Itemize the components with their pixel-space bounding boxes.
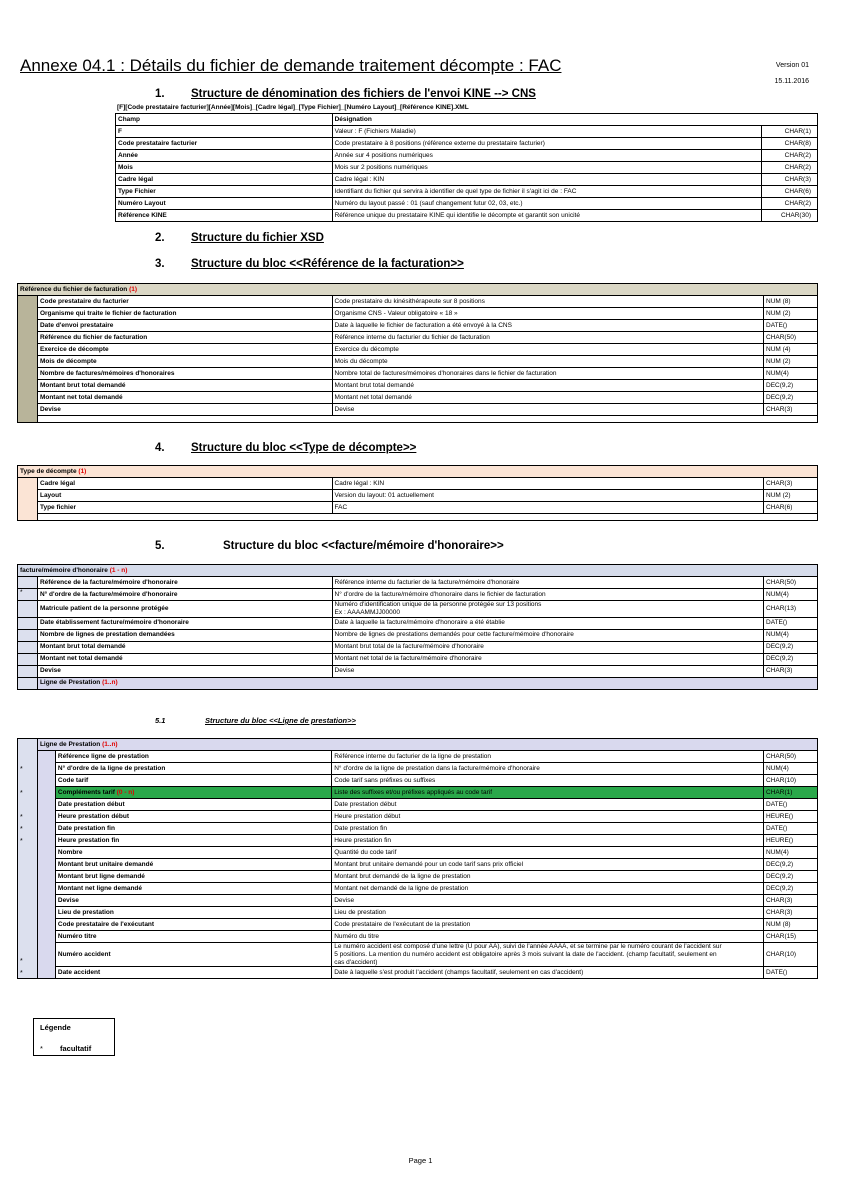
- type-cell: CHAR(3): [764, 665, 818, 677]
- type-cell: NUM(4): [764, 763, 818, 775]
- table-row: [18, 931, 818, 943]
- block-spacer-row: [18, 514, 818, 521]
- field-name-cell: N° d'ordre de la facture/mémoire d'honoraire: [37, 589, 332, 601]
- field-name-cell: Mois de décompte: [37, 356, 332, 368]
- description-cell: Référence interne du facturier du fichier de facturation: [332, 332, 763, 344]
- facture-memoire-block: [17, 564, 818, 690]
- description-cell: Devise: [332, 665, 763, 677]
- description-cell: Nombre de lignes de prestations demandés pour cette facture/mémoire d'honoraire: [332, 629, 763, 641]
- section-label: Structure du bloc <<Ligne de prestation>>: [205, 716, 356, 725]
- filename-pattern: [F][Code prestataire facturier][Année][Mois]_[Cadre légal]_[Type Fichier]_[Numéro Layout]_[Référence KINE].XML: [117, 104, 469, 111]
- description-cell: Organisme CNS - Valeur obligatoire « 18 »: [332, 308, 763, 320]
- table-row: [18, 895, 818, 907]
- section-number: 2.: [155, 232, 165, 244]
- table-row: [18, 967, 818, 979]
- optional-marker: *: [20, 969, 23, 977]
- table-row: [18, 763, 818, 775]
- header-cell: Désignation: [332, 114, 817, 126]
- optional-marker: *: [20, 813, 23, 821]
- block-indent-bar: [18, 677, 38, 689]
- legend-box: [33, 1018, 115, 1056]
- optional-marker: *: [18, 589, 38, 601]
- field-name: Montant net ligne demandé: [57, 884, 143, 892]
- cardinality-label: (1): [78, 467, 87, 475]
- description-line: cas d'accident): [334, 958, 378, 966]
- field-name-cell: [55, 835, 331, 847]
- description-cell: Référence unique du prestataire KINE qui identifie le décompte et garantit son unicité: [332, 210, 761, 222]
- description-cell: FAC: [332, 502, 763, 514]
- reference-facturation-block: [17, 283, 818, 423]
- type-cell: CHAR(15): [764, 931, 818, 943]
- block-indent-bar: [18, 296, 38, 423]
- table-row: [18, 577, 818, 589]
- field-name: Date prestation début: [57, 800, 125, 808]
- field-name-cell: [55, 787, 331, 799]
- field-name: Nombre: [57, 848, 83, 856]
- section-3-heading: [155, 258, 464, 270]
- table-row: [18, 751, 818, 763]
- description-cell: Heure prestation début: [332, 811, 764, 823]
- field-name-cell: Exercice de décompte: [37, 344, 332, 356]
- type-cell: CHAR(8): [762, 138, 818, 150]
- field-name-cell: Référence KINE: [116, 210, 333, 222]
- table-row: [116, 150, 818, 162]
- section-number: 1.: [155, 88, 165, 100]
- type-cell: CHAR(13): [764, 601, 818, 618]
- field-name-cell: [55, 823, 331, 835]
- optional-marker: [18, 617, 38, 629]
- table-row: [18, 859, 818, 871]
- field-name-cell: Code prestataire du facturier: [37, 296, 332, 308]
- type-cell: NUM (4): [764, 344, 818, 356]
- description-line: Le numéro accident est composé d'une lettre (U pour AA), suivi de l'année AAAA, et se termine par le numéro courant de l'accident sur: [334, 943, 722, 950]
- type-cell: NUM (8): [764, 296, 818, 308]
- type-cell: CHAR(50): [764, 751, 818, 763]
- description-cell: Date à laquelle s'est produit l'accident (champs facultatif, seulement en cas d'accident): [332, 967, 764, 979]
- type-cell: CHAR(30): [762, 210, 818, 222]
- type-cell: CHAR(3): [764, 907, 818, 919]
- field-name-cell: Organisme qui traite le fichier de facturation: [37, 308, 332, 320]
- field-name-cell: Nombre de factures/mémoires d'honoraires: [37, 368, 332, 380]
- optional-marker: [18, 641, 38, 653]
- description-cell: Date prestation début: [332, 799, 764, 811]
- field-name-cell: Mois: [116, 162, 333, 174]
- optional-marker: [18, 653, 38, 665]
- block-header-label: facture/mémoire d'honoraire: [20, 566, 110, 574]
- sub-block-row: [18, 677, 818, 689]
- field-name-cell: [55, 751, 331, 763]
- field-name: Date prestation fin: [57, 824, 115, 832]
- table-row: [18, 356, 818, 368]
- type-cell: CHAR(1): [764, 787, 818, 799]
- field-name-cell: [55, 919, 331, 931]
- section-1-heading: [155, 88, 536, 100]
- section-label: Structure du bloc <<facture/mémoire d'honoraire>>: [223, 540, 504, 552]
- field-name-cell: Année: [116, 150, 333, 162]
- type-cell: CHAR(3): [764, 478, 818, 490]
- type-cell: CHAR(10): [764, 943, 818, 967]
- field-name: Code tarif: [57, 776, 89, 784]
- type-cell: DATE(): [764, 967, 818, 979]
- type-cell: DATE(): [764, 617, 818, 629]
- type-cell: NUM(4): [764, 368, 818, 380]
- optional-marker: [18, 629, 38, 641]
- field-name-cell: [55, 799, 331, 811]
- table-row: [18, 404, 818, 416]
- table-header-row: [116, 114, 818, 126]
- field-name-cell: Layout: [37, 490, 332, 502]
- cardinality-label: (1): [129, 285, 138, 293]
- description-cell: Année sur 4 positions numériques: [332, 150, 761, 162]
- type-cell: DEC(9,2): [764, 380, 818, 392]
- table-row: [18, 601, 818, 618]
- legend-title: Légende: [40, 1023, 71, 1032]
- field-name-cell: Code prestataire facturier: [116, 138, 333, 150]
- table-row: [116, 162, 818, 174]
- type-cell: CHAR(2): [762, 198, 818, 210]
- table-row: [18, 490, 818, 502]
- description-line: 5 positions. La mention du numéro accident est obligatoire après 3 mois suivant la date de l'accident. (champ facultatif, seulement en: [334, 950, 717, 958]
- description-cell: Version du layout: 01 actuellement: [332, 490, 763, 502]
- type-cell: NUM(4): [764, 589, 818, 601]
- table-row: [18, 392, 818, 404]
- description-cell: Lieu de prestation: [332, 907, 764, 919]
- field-name-cell: [55, 859, 331, 871]
- field-name-cell: [55, 847, 331, 859]
- document-title: Annexe 04.1 : Détails du fichier de demande traitement décompte : FAC: [20, 56, 562, 75]
- type-cell: DATE(): [764, 823, 818, 835]
- section-5-heading: [155, 540, 504, 552]
- type-cell: DEC(9,2): [764, 883, 818, 895]
- description-cell: Liste des suffixes et/ou préfixes appliqués au code tarif: [332, 787, 764, 799]
- spacer-cell: [37, 514, 817, 521]
- field-name-cell: Nombre de lignes de prestation demandées: [37, 629, 332, 641]
- table-row: [116, 210, 818, 222]
- description-cell: Montant brut total demandé: [332, 380, 763, 392]
- table-row: [18, 835, 818, 847]
- block-indent-bar: [18, 478, 38, 521]
- table-row: [18, 478, 818, 490]
- field-name-cell: [55, 895, 331, 907]
- field-name-cell: Référence du fichier de facturation: [37, 332, 332, 344]
- description-cell: Montant brut demandé de la ligne de prestation: [332, 871, 764, 883]
- description-line: Ex : AAAAMMJJ00000: [334, 608, 400, 616]
- table-row: [18, 344, 818, 356]
- description-cell: Exercice du décompte: [332, 344, 763, 356]
- optional-marker: [18, 577, 38, 589]
- optional-marker: *: [20, 957, 23, 965]
- section-label: Structure du bloc <<Référence de la facturation>>: [191, 258, 464, 270]
- type-cell: NUM (8): [764, 919, 818, 931]
- table-row: [18, 799, 818, 811]
- type-cell: CHAR(10): [764, 775, 818, 787]
- type-cell: CHAR(6): [764, 502, 818, 514]
- legend-label: facultatif: [60, 1044, 92, 1053]
- table-row: [18, 380, 818, 392]
- legend-star: *: [40, 1044, 43, 1053]
- block-header-row: [18, 565, 818, 577]
- table-row: [18, 871, 818, 883]
- optional-marker: [18, 601, 38, 618]
- cardinality-label: (1 - n): [109, 566, 128, 574]
- block-header-cell: [18, 466, 818, 478]
- optional-marker: [18, 665, 38, 677]
- field-name-cell: Cadre légal: [116, 174, 333, 186]
- description-cell: Quantité du code tarif: [332, 847, 764, 859]
- table-row: [116, 174, 818, 186]
- description-cell: N° d'ordre de la ligne de prestation dans la facture/mémoire d'honoraire: [332, 763, 764, 775]
- description-cell: Montant brut unitaire demandé pour un code tarif sans prix officiel: [332, 859, 764, 871]
- type-cell: DEC(9,2): [764, 871, 818, 883]
- field-name: Lieu de prestation: [57, 908, 114, 916]
- spacer-cell: [37, 416, 817, 423]
- section-number: 5.: [155, 540, 165, 552]
- file-naming-table: [115, 113, 818, 222]
- type-cell: CHAR(50): [764, 332, 818, 344]
- section-number: 4.: [155, 442, 165, 454]
- block-header-label: Référence du fichier de facturation: [20, 285, 130, 293]
- header-cell: Champ: [116, 114, 333, 126]
- field-name-cell: Montant brut total demandé: [37, 641, 332, 653]
- type-cell: DEC(9,2): [764, 392, 818, 404]
- field-name-cell: Référence de la facture/mémoire d'honoraire: [37, 577, 332, 589]
- field-name-cell: Date d'envoi prestataire: [37, 320, 332, 332]
- description-cell: Cadre légal : KIN: [332, 174, 761, 186]
- type-cell: DATE(): [764, 799, 818, 811]
- type-cell: DEC(9,2): [764, 653, 818, 665]
- optional-marker: *: [20, 837, 23, 845]
- cardinality-label: (1..n): [102, 740, 118, 748]
- type-cell: NUM (2): [764, 490, 818, 502]
- section-label: Structure du bloc <<Type de décompte>>: [191, 442, 417, 454]
- type-cell: HEURE(): [764, 811, 818, 823]
- inner-indent-bar: [37, 751, 55, 979]
- block-spacer-row: [18, 416, 818, 423]
- description-cell: Référence interne du facturier de la ligne de prestation: [332, 751, 764, 763]
- section-number: 3.: [155, 258, 165, 270]
- section-label: Structure de dénomination des fichiers de l'envoi KINE --> CNS: [191, 88, 536, 100]
- type-cell: NUM(4): [764, 629, 818, 641]
- description-cell: Date à laquelle la facture/mémoire d'honoraire a été établie: [332, 617, 763, 629]
- ligne-prestation-block: [17, 738, 818, 979]
- type-cell: CHAR(3): [764, 895, 818, 907]
- description-cell: Code tarif sans préfixes ou suffixes: [332, 775, 764, 787]
- type-cell: DATE(): [764, 320, 818, 332]
- description-cell: Nombre total de factures/mémoires d'honoraires dans le fichier de facturation: [332, 368, 763, 380]
- description-cell: Montant net demandé de la ligne de prestation: [332, 883, 764, 895]
- description-cell: Montant net total demandé: [332, 392, 763, 404]
- field-name: Montant brut ligne demandé: [57, 872, 145, 880]
- field-name-cell: Devise: [37, 665, 332, 677]
- table-row: [116, 186, 818, 198]
- description-cell: Devise: [332, 895, 764, 907]
- field-name: Compléments tarif: [57, 788, 117, 796]
- description-cell: Référence interne du facturier de la facture/mémoire d'honoraire: [332, 577, 763, 589]
- description-cell: [332, 943, 764, 967]
- table-row: [18, 787, 818, 799]
- optional-marker: *: [20, 789, 23, 797]
- table-row: [18, 617, 818, 629]
- field-name-cell: Numéro Layout: [116, 198, 333, 210]
- block-header-row: [18, 466, 818, 478]
- description-cell: Date prestation fin: [332, 823, 764, 835]
- description-cell: Montant net total de la facture/mémoire d'honoraire: [332, 653, 763, 665]
- field-name: Heure prestation fin: [57, 836, 120, 844]
- description-line: Numéro d'identification unique de la personne protégée sur 13 positions: [334, 601, 542, 608]
- type-cell: DEC(9,2): [764, 641, 818, 653]
- type-cell: CHAR(6): [762, 186, 818, 198]
- field-name-cell: [55, 775, 331, 787]
- section-4-heading: [155, 442, 416, 454]
- type-cell: CHAR(2): [762, 162, 818, 174]
- table-row: [18, 502, 818, 514]
- description-cell: Numéro du titre: [332, 931, 764, 943]
- table-row: [18, 943, 818, 967]
- field-name: Code prestataire de l'exécutant: [57, 920, 155, 928]
- outer-indent-bar: [18, 739, 38, 979]
- optional-marker: *: [20, 765, 23, 773]
- field-name: Devise: [57, 896, 79, 904]
- table-row: [18, 296, 818, 308]
- block-header-label: Ligne de Prestation: [39, 740, 103, 748]
- optional-marker: *: [20, 825, 23, 833]
- table-row: [18, 641, 818, 653]
- table-row: [18, 653, 818, 665]
- field-name-cell: [55, 811, 331, 823]
- table-row: [18, 589, 818, 601]
- block-header-label: Type de décompte: [20, 467, 79, 475]
- description-cell: Cadre légal : KIN: [332, 478, 763, 490]
- description-cell: Heure prestation fin: [332, 835, 764, 847]
- field-name-cell: Matricule patient de la personne protégée: [37, 601, 332, 618]
- table-row: [18, 320, 818, 332]
- field-name-cell: [55, 931, 331, 943]
- table-row: [116, 126, 818, 138]
- table-row: [18, 907, 818, 919]
- description-cell: Code prestataire à 8 positions (référence externe du prestataire facturier): [332, 138, 761, 150]
- field-name: Montant brut unitaire demandé: [57, 860, 154, 868]
- table-row: [18, 919, 818, 931]
- description-cell: Montant brut total de la facture/mémoire d'honoraire: [332, 641, 763, 653]
- field-name-cell: Devise: [37, 404, 332, 416]
- table-row: [18, 332, 818, 344]
- page-number: Page 1: [408, 1156, 433, 1165]
- field-name-cell: Montant net total demandé: [37, 653, 332, 665]
- description-cell: Date à laquelle le fichier de facturation a été envoyé à la CNS: [332, 320, 763, 332]
- table-row: [18, 308, 818, 320]
- table-row: [18, 823, 818, 835]
- table-row: [116, 198, 818, 210]
- type-cell: NUM(4): [764, 847, 818, 859]
- description-cell: Valeur : F (Fichiers Maladie): [332, 126, 761, 138]
- field-name: N° d'ordre de la ligne de prestation: [57, 764, 166, 772]
- description-cell: Identifiant du fichier qui servira à identifier de quel type de fichier il s'agit ici de : FAC: [332, 186, 761, 198]
- field-name-cell: Date accident: [55, 967, 331, 979]
- table-row: [18, 368, 818, 380]
- field-name: Heure prestation début: [57, 812, 130, 820]
- description-cell: Mois du décompte: [332, 356, 763, 368]
- table-row: [18, 847, 818, 859]
- description-cell: Numéro du layout passé : 01 (sauf changement futur 02, 03, etc.): [332, 198, 761, 210]
- version-date: 15.11.2016: [774, 78, 809, 85]
- cardinality-label: (1..n): [102, 679, 118, 687]
- description-cell: [332, 601, 763, 618]
- table-row: [18, 775, 818, 787]
- field-name-cell: Cadre légal: [37, 478, 332, 490]
- version-label: Version 01: [775, 62, 809, 69]
- cardinality-label: (0 - n): [116, 788, 135, 796]
- section-5-1-heading: [155, 716, 356, 725]
- section-label: Structure du fichier XSD: [191, 232, 324, 244]
- type-cell: NUM (2): [764, 356, 818, 368]
- type-cell: CHAR(50): [764, 577, 818, 589]
- description-cell: Code prestataire de l'exécutant de la prestation: [332, 919, 764, 931]
- section-number: 5.1: [155, 716, 166, 725]
- table-row: [116, 138, 818, 150]
- table-row: [18, 883, 818, 895]
- table-row: [18, 811, 818, 823]
- block-header-cell: [18, 565, 818, 577]
- type-decompte-block: [17, 465, 818, 521]
- block-header-cell: [37, 739, 817, 751]
- field-name-cell: Montant brut total demandé: [37, 380, 332, 392]
- field-name-cell: F: [116, 126, 333, 138]
- type-cell: CHAR(2): [762, 150, 818, 162]
- table-row: [18, 629, 818, 641]
- field-name-cell: [55, 883, 331, 895]
- sub-block-label: Ligne de Prestation: [39, 679, 103, 687]
- field-name-cell: Date établissement facture/mémoire d'honoraire: [37, 617, 332, 629]
- sub-block-cell: [37, 677, 817, 689]
- field-name-cell: [55, 871, 331, 883]
- field-name-cell: Type Fichier: [116, 186, 333, 198]
- field-name: Référence ligne de prestation: [57, 752, 149, 760]
- description-cell: Mois sur 2 positions numériques: [332, 162, 761, 174]
- type-cell: DEC(9,2): [764, 859, 818, 871]
- description-cell: Code prestataire du kinésithérapeute sur 8 positions: [332, 296, 763, 308]
- section-2-heading: [155, 232, 324, 244]
- field-name-cell: Type fichier: [37, 502, 332, 514]
- type-cell: NUM (2): [764, 308, 818, 320]
- type-cell: CHAR(1): [762, 126, 818, 138]
- type-cell: CHAR(3): [762, 174, 818, 186]
- field-name-cell: [55, 763, 331, 775]
- type-cell: HEURE(): [764, 835, 818, 847]
- field-name: Numéro titre: [57, 932, 97, 940]
- field-name-cell: Montant net total demandé: [37, 392, 332, 404]
- description-cell: N° d'ordre de la facture/mémoire d'honoraire dans le fichier de facturation: [332, 589, 763, 601]
- table-row: [18, 665, 818, 677]
- block-header-row: [18, 739, 818, 751]
- field-name-cell: [55, 907, 331, 919]
- description-cell: Devise: [332, 404, 763, 416]
- block-header-cell: [18, 284, 818, 296]
- block-header-row: [18, 284, 818, 296]
- field-name-cell: Numéro accident: [55, 943, 331, 967]
- type-cell: CHAR(3): [764, 404, 818, 416]
